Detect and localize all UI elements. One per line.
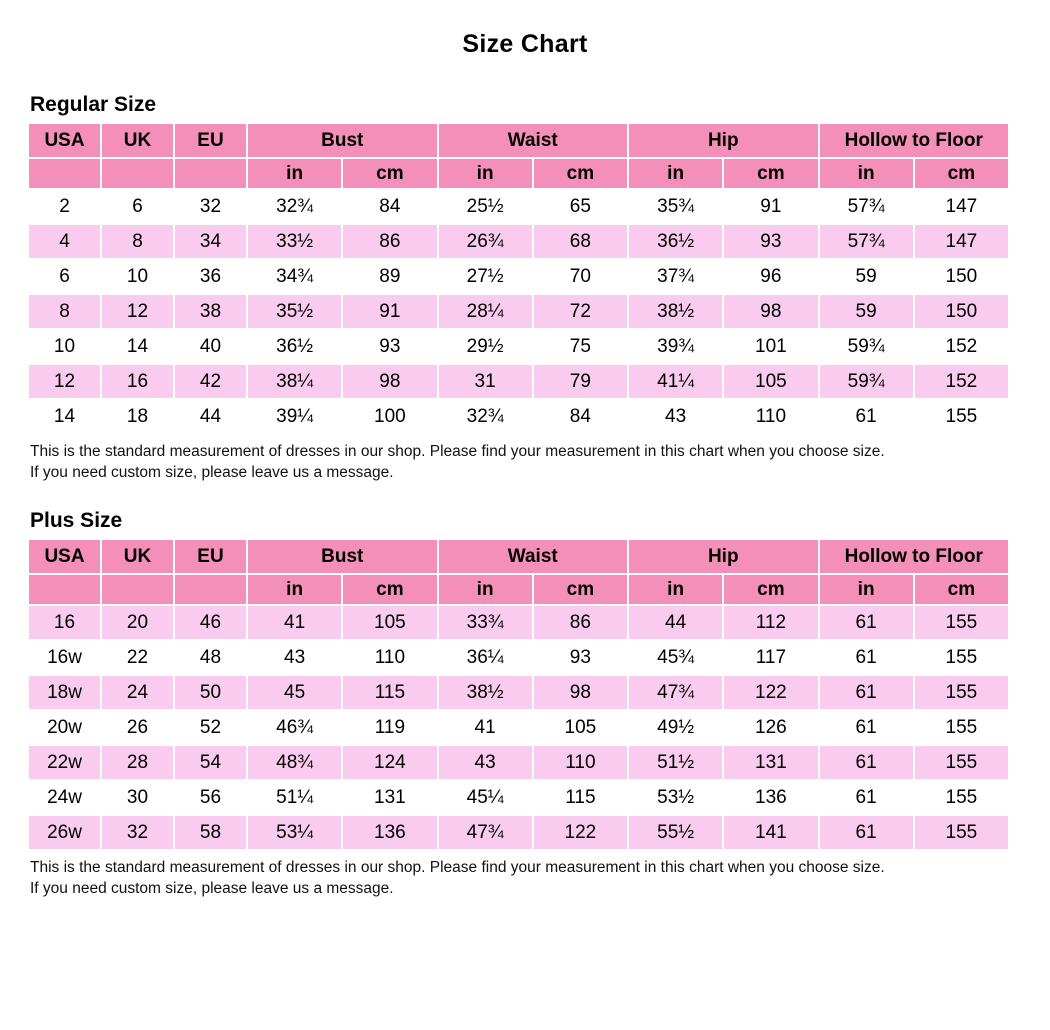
table-cell: 101	[724, 330, 817, 363]
table-row	[29, 225, 1008, 258]
table-cell: 16	[29, 606, 100, 639]
table-cell: 18	[102, 400, 173, 433]
table-cell: 46¾	[248, 711, 341, 744]
unit-header-cm: cm	[534, 575, 627, 604]
table-cell: 115	[343, 676, 436, 709]
table-cell: 35½	[248, 295, 341, 328]
table-cell: 54	[175, 746, 246, 779]
table-cell: 48¾	[248, 746, 341, 779]
table-cell: 61	[820, 400, 913, 433]
table-cell: 57¾	[820, 190, 913, 223]
group-header-hip: Hip	[629, 124, 818, 157]
plus-size-section	[0, 509, 1050, 899]
group-header-hip: Hip	[629, 540, 818, 573]
table-cell: 43	[629, 400, 722, 433]
table-cell: 59	[820, 260, 913, 293]
table-cell: 26¾	[439, 225, 532, 258]
table-cell: 44	[629, 606, 722, 639]
table-cell: 39¼	[248, 400, 341, 433]
table-cell: 59¾	[820, 365, 913, 398]
table-cell: 34	[175, 225, 246, 258]
table-cell: 40	[175, 330, 246, 363]
table-cell: 10	[102, 260, 173, 293]
table-cell: 91	[724, 190, 817, 223]
table-cell: 152	[915, 330, 1008, 363]
table-cell: 22	[102, 641, 173, 674]
table-cell: 61	[820, 606, 913, 639]
unit-header-cm: cm	[343, 575, 436, 604]
table-cell: 75	[534, 330, 627, 363]
unit-header-in: in	[248, 575, 341, 604]
col-header-usa: USA	[29, 540, 100, 573]
table-cell: 33¾	[439, 606, 532, 639]
group-header-waist: Waist	[439, 540, 628, 573]
table-cell: 98	[534, 676, 627, 709]
table-cell: 112	[724, 606, 817, 639]
table-cell: 27½	[439, 260, 532, 293]
table-cell: 152	[915, 365, 1008, 398]
table-cell: 96	[724, 260, 817, 293]
group-header-bust: Bust	[248, 540, 437, 573]
unit-header-cm: cm	[915, 159, 1008, 188]
table-row	[29, 260, 1008, 293]
table-cell: 34¾	[248, 260, 341, 293]
subheader-empty-cell	[175, 159, 246, 188]
table-cell: 147	[915, 190, 1008, 223]
table-cell: 72	[534, 295, 627, 328]
table-cell: 122	[534, 816, 627, 849]
table-cell: 57¾	[820, 225, 913, 258]
table-cell: 61	[820, 676, 913, 709]
unit-header-cm: cm	[724, 575, 817, 604]
table-cell: 16w	[29, 641, 100, 674]
table-cell: 4	[29, 225, 100, 258]
table-cell: 32	[175, 190, 246, 223]
table-cell: 61	[820, 711, 913, 744]
table-cell: 6	[29, 260, 100, 293]
table-cell: 58	[175, 816, 246, 849]
table-cell: 155	[915, 676, 1008, 709]
table-cell: 126	[724, 711, 817, 744]
regular-size-section	[0, 93, 1050, 483]
table-cell: 20	[102, 606, 173, 639]
table-row	[29, 365, 1008, 398]
table-cell: 117	[724, 641, 817, 674]
table-cell: 61	[820, 746, 913, 779]
table-cell: 100	[343, 400, 436, 433]
table-cell: 29½	[439, 330, 532, 363]
table-row	[29, 330, 1008, 363]
table-cell: 18w	[29, 676, 100, 709]
table-cell: 59¾	[820, 330, 913, 363]
note-line-1: This is the standard measurement of dresses in our shop. Please find your measurement in this chart when you choose size.	[30, 859, 885, 876]
subheader-empty-cell	[29, 159, 100, 188]
table-cell: 136	[724, 781, 817, 814]
table-cell: 56	[175, 781, 246, 814]
table-cell: 86	[343, 225, 436, 258]
table-row	[29, 746, 1008, 779]
table-cell: 119	[343, 711, 436, 744]
table-cell: 105	[724, 365, 817, 398]
table-cell: 25½	[439, 190, 532, 223]
table-cell: 36½	[248, 330, 341, 363]
table-cell: 38½	[629, 295, 722, 328]
table-cell: 38½	[439, 676, 532, 709]
table-cell: 155	[915, 400, 1008, 433]
unit-header-in: in	[629, 575, 722, 604]
table-cell: 141	[724, 816, 817, 849]
table-cell: 79	[534, 365, 627, 398]
table-cell: 155	[915, 641, 1008, 674]
table-cell: 14	[102, 330, 173, 363]
table-cell: 48	[175, 641, 246, 674]
table-cell: 131	[343, 781, 436, 814]
table-cell: 61	[820, 641, 913, 674]
table-cell: 38	[175, 295, 246, 328]
unit-header-cm: cm	[343, 159, 436, 188]
table-cell: 12	[102, 295, 173, 328]
table-row	[29, 711, 1008, 744]
table-cell: 24	[102, 676, 173, 709]
col-header-usa: USA	[29, 124, 100, 157]
table-row	[29, 641, 1008, 674]
group-header-row	[29, 540, 1008, 573]
table-cell: 110	[343, 641, 436, 674]
table-cell: 37¾	[629, 260, 722, 293]
table-row	[29, 781, 1008, 814]
table-cell: 124	[343, 746, 436, 779]
table-cell: 61	[820, 781, 913, 814]
table-cell: 150	[915, 295, 1008, 328]
table-cell: 155	[915, 816, 1008, 849]
table-cell: 43	[248, 641, 341, 674]
unit-header-in: in	[629, 159, 722, 188]
table-cell: 110	[534, 746, 627, 779]
table-cell: 36¼	[439, 641, 532, 674]
table-cell: 150	[915, 260, 1008, 293]
plus-size-note	[30, 857, 1050, 899]
table-cell: 65	[534, 190, 627, 223]
table-cell: 98	[343, 365, 436, 398]
table-cell: 49½	[629, 711, 722, 744]
table-cell: 45¼	[439, 781, 532, 814]
regular-size-table	[27, 122, 1010, 435]
group-header-waist: Waist	[439, 124, 628, 157]
table-cell: 45¾	[629, 641, 722, 674]
table-cell: 28	[102, 746, 173, 779]
plus-size-table	[27, 538, 1010, 851]
table-cell: 30	[102, 781, 173, 814]
page-title: Size Chart	[462, 30, 588, 58]
table-cell: 110	[724, 400, 817, 433]
table-cell: 91	[343, 295, 436, 328]
table-cell: 86	[534, 606, 627, 639]
table-cell: 59	[820, 295, 913, 328]
table-cell: 55½	[629, 816, 722, 849]
table-cell: 70	[534, 260, 627, 293]
unit-header-in: in	[820, 575, 913, 604]
table-cell: 44	[175, 400, 246, 433]
table-cell: 31	[439, 365, 532, 398]
table-cell: 47¾	[629, 676, 722, 709]
table-cell: 122	[724, 676, 817, 709]
col-header-uk: UK	[102, 540, 173, 573]
regular-size-note	[30, 441, 1050, 483]
table-cell: 38¼	[248, 365, 341, 398]
table-cell: 51½	[629, 746, 722, 779]
table-cell: 2	[29, 190, 100, 223]
note-line-2: If you need custom size, please leave us a message.	[30, 464, 394, 481]
table-cell: 32¾	[439, 400, 532, 433]
table-cell: 93	[343, 330, 436, 363]
table-cell: 53¼	[248, 816, 341, 849]
table-cell: 147	[915, 225, 1008, 258]
table-cell: 68	[534, 225, 627, 258]
table-cell: 35¾	[629, 190, 722, 223]
table-cell: 61	[820, 816, 913, 849]
table-cell: 105	[534, 711, 627, 744]
table-cell: 42	[175, 365, 246, 398]
unit-header-row	[29, 159, 1008, 188]
table-row	[29, 400, 1008, 433]
table-cell: 93	[724, 225, 817, 258]
subheader-empty-cell	[175, 575, 246, 604]
unit-header-in: in	[439, 159, 532, 188]
table-cell: 22w	[29, 746, 100, 779]
table-cell: 14	[29, 400, 100, 433]
table-cell: 155	[915, 781, 1008, 814]
table-cell: 51¼	[248, 781, 341, 814]
group-header-hollow-to-floor: Hollow to Floor	[820, 540, 1009, 573]
table-cell: 136	[343, 816, 436, 849]
table-cell: 28¼	[439, 295, 532, 328]
table-cell: 16	[102, 365, 173, 398]
subheader-empty-cell	[29, 575, 100, 604]
table-cell: 47¾	[439, 816, 532, 849]
table-cell: 89	[343, 260, 436, 293]
table-cell: 45	[248, 676, 341, 709]
table-cell: 33½	[248, 225, 341, 258]
table-cell: 24w	[29, 781, 100, 814]
table-cell: 39¾	[629, 330, 722, 363]
table-cell: 155	[915, 746, 1008, 779]
unit-header-cm: cm	[724, 159, 817, 188]
table-row	[29, 606, 1008, 639]
unit-header-in: in	[439, 575, 532, 604]
table-cell: 50	[175, 676, 246, 709]
table-cell: 12	[29, 365, 100, 398]
table-cell: 115	[534, 781, 627, 814]
table-cell: 41	[248, 606, 341, 639]
table-cell: 41¼	[629, 365, 722, 398]
table-cell: 36½	[629, 225, 722, 258]
col-header-eu: EU	[175, 124, 246, 157]
table-cell: 26	[102, 711, 173, 744]
unit-header-in: in	[820, 159, 913, 188]
table-row	[29, 676, 1008, 709]
table-cell: 46	[175, 606, 246, 639]
table-row	[29, 295, 1008, 328]
regular-size-heading: Regular Size	[30, 93, 157, 116]
table-cell: 155	[915, 606, 1008, 639]
table-cell: 32	[102, 816, 173, 849]
table-cell: 52	[175, 711, 246, 744]
table-cell: 98	[724, 295, 817, 328]
subheader-empty-cell	[102, 159, 173, 188]
plus-size-heading: Plus Size	[30, 509, 123, 532]
table-cell: 8	[29, 295, 100, 328]
table-cell: 26w	[29, 816, 100, 849]
table-cell: 20w	[29, 711, 100, 744]
col-header-uk: UK	[102, 124, 173, 157]
table-cell: 131	[724, 746, 817, 779]
table-cell: 32¾	[248, 190, 341, 223]
table-cell: 6	[102, 190, 173, 223]
table-row	[29, 816, 1008, 849]
group-header-row	[29, 124, 1008, 157]
col-header-eu: EU	[175, 540, 246, 573]
table-cell: 155	[915, 711, 1008, 744]
unit-header-in: in	[248, 159, 341, 188]
unit-header-row	[29, 575, 1008, 604]
group-header-bust: Bust	[248, 124, 437, 157]
table-cell: 93	[534, 641, 627, 674]
table-cell: 36	[175, 260, 246, 293]
unit-header-cm: cm	[534, 159, 627, 188]
table-cell: 105	[343, 606, 436, 639]
subheader-empty-cell	[102, 575, 173, 604]
table-cell: 43	[439, 746, 532, 779]
note-line-1: This is the standard measurement of dresses in our shop. Please find your measurement in this chart when you choose size.	[30, 443, 885, 460]
table-cell: 41	[439, 711, 532, 744]
group-header-hollow-to-floor: Hollow to Floor	[820, 124, 1009, 157]
table-cell: 10	[29, 330, 100, 363]
table-cell: 84	[343, 190, 436, 223]
table-cell: 84	[534, 400, 627, 433]
unit-header-cm: cm	[915, 575, 1008, 604]
table-cell: 8	[102, 225, 173, 258]
table-row	[29, 190, 1008, 223]
note-line-2: If you need custom size, please leave us a message.	[30, 880, 394, 897]
table-cell: 53½	[629, 781, 722, 814]
